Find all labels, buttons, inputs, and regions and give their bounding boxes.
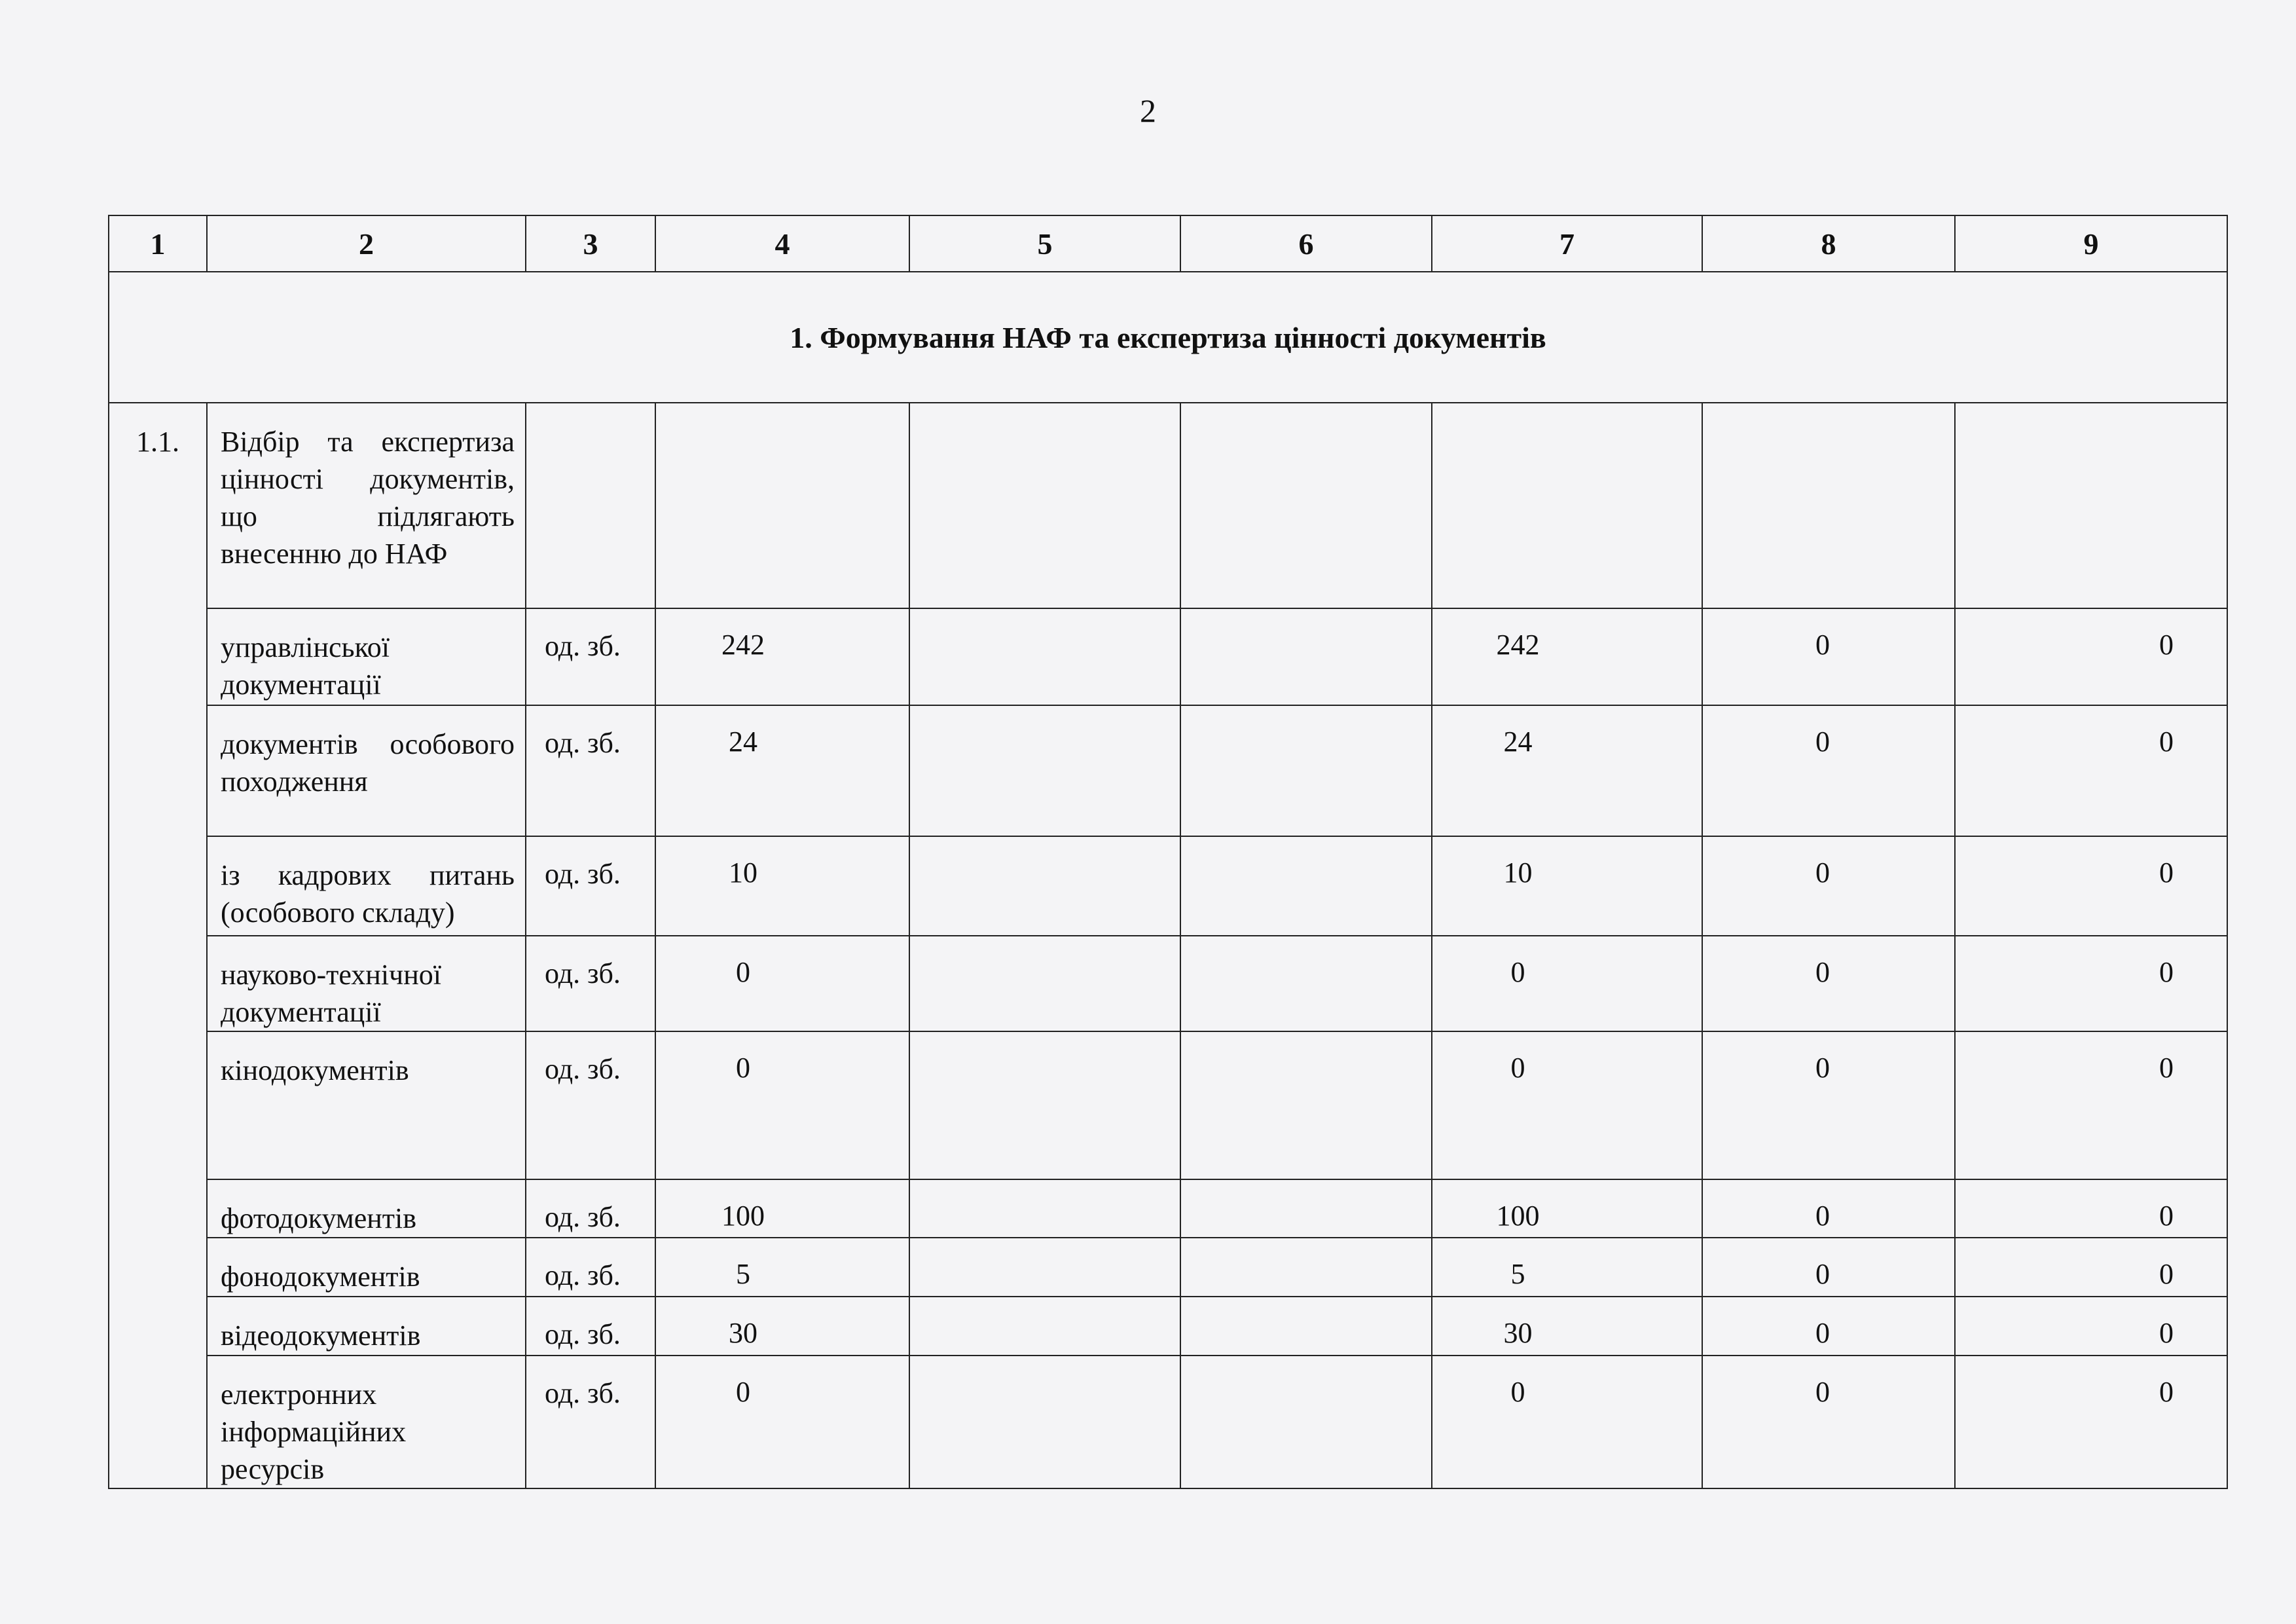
row-name: науково-технічної документації	[207, 936, 526, 1031]
row-col6-value	[1180, 1031, 1432, 1179]
column-header: 8	[1702, 215, 1955, 272]
column-header: 9	[1955, 215, 2227, 272]
row-name: фотодокументів	[207, 1179, 526, 1238]
row-unit: од. зб.	[526, 608, 655, 705]
row-name: електронних інформаційних ресурсів	[207, 1356, 526, 1488]
row-col9-value: 0	[1955, 1031, 2227, 1179]
row-col5-value	[909, 705, 1180, 836]
table-row	[109, 1238, 2227, 1297]
row-col4-value: 0	[655, 1031, 909, 1179]
item-title: Відбір та експертиза цінності документів, що підлягають внесенню до НАФ	[207, 403, 526, 608]
row-name: кінодокументів	[207, 1031, 526, 1179]
row-col6-value	[1180, 836, 1432, 936]
row-col4-value: 24	[655, 705, 909, 836]
row-col7-value: 10	[1432, 836, 1702, 936]
table-row	[109, 705, 2227, 836]
row-col8-value: 0	[1702, 705, 1955, 836]
row-col8-value: 0	[1702, 1356, 1955, 1488]
item-number: 1.1.	[109, 403, 207, 1488]
table-row	[109, 836, 2227, 936]
row-col7-value: 100	[1432, 1179, 1702, 1238]
row-col9-value: 0	[1955, 1297, 2227, 1356]
column-number-row	[109, 215, 2227, 272]
row-unit: од. зб.	[526, 705, 655, 836]
section-title: 1. Формування НАФ та експертиза цінності документів	[109, 272, 2227, 403]
row-col6-value	[1180, 608, 1432, 705]
row-col8-value: 0	[1702, 1297, 1955, 1356]
section-row	[109, 272, 2227, 403]
row-col4-value: 30	[655, 1297, 909, 1356]
row-col8-value: 0	[1702, 1031, 1955, 1179]
row-col4-value: 0	[655, 936, 909, 1031]
table-row	[109, 608, 2227, 705]
row-col9-value: 0	[1955, 608, 2227, 705]
item-row	[109, 403, 2227, 608]
row-col8-value: 0	[1702, 608, 1955, 705]
row-col6-value	[1180, 936, 1432, 1031]
row-col9-value: 0	[1955, 836, 2227, 936]
page-number: 2	[1140, 92, 1156, 129]
column-header: 6	[1180, 215, 1432, 272]
row-unit: од. зб.	[526, 1297, 655, 1356]
row-col9-value: 0	[1955, 936, 2227, 1031]
row-col7-value: 0	[1432, 1031, 1702, 1179]
row-col7-value: 0	[1432, 936, 1702, 1031]
row-col4-value: 10	[655, 836, 909, 936]
row-col4-value: 0	[655, 1356, 909, 1488]
row-unit: од. зб.	[526, 936, 655, 1031]
row-unit: од. зб.	[526, 836, 655, 936]
row-col6-value	[1180, 705, 1432, 836]
row-col5-value	[909, 1179, 1180, 1238]
row-name: відеодокументів	[207, 1297, 526, 1356]
table-row	[109, 1031, 2227, 1179]
row-col6-value	[1180, 1238, 1432, 1297]
row-col8-value: 0	[1702, 936, 1955, 1031]
row-name: фонодокументів	[207, 1238, 526, 1297]
row-col9-value: 0	[1955, 705, 2227, 836]
row-col7-value: 24	[1432, 705, 1702, 836]
row-unit: од. зб.	[526, 1179, 655, 1238]
row-name: із кадрових питань (особового складу)	[207, 836, 526, 936]
row-col6-value	[1180, 1179, 1432, 1238]
row-col5-value	[909, 1238, 1180, 1297]
table-row	[109, 1179, 2227, 1238]
row-col8-value: 0	[1702, 1179, 1955, 1238]
row-col5-value	[909, 936, 1180, 1031]
row-col6-value	[1180, 1356, 1432, 1488]
row-col4-value: 100	[655, 1179, 909, 1238]
column-header: 4	[655, 215, 909, 272]
column-header: 5	[909, 215, 1180, 272]
row-unit: од. зб.	[526, 1031, 655, 1179]
table-row	[109, 936, 2227, 1031]
row-col9-value: 0	[1955, 1356, 2227, 1488]
row-col7-value: 0	[1432, 1356, 1702, 1488]
row-col5-value	[909, 1356, 1180, 1488]
row-col4-value: 242	[655, 608, 909, 705]
row-col5-value	[909, 1297, 1180, 1356]
row-col7-value: 5	[1432, 1238, 1702, 1297]
row-col9-value: 0	[1955, 1238, 2227, 1297]
column-header: 1	[109, 215, 207, 272]
column-header: 7	[1432, 215, 1702, 272]
column-header: 2	[207, 215, 526, 272]
row-col5-value	[909, 836, 1180, 936]
column-header: 3	[526, 215, 655, 272]
row-col6-value	[1180, 1297, 1432, 1356]
row-col8-value: 0	[1702, 836, 1955, 936]
row-name: управлінської документації	[207, 608, 526, 705]
row-unit: од. зб.	[526, 1238, 655, 1297]
row-col5-value	[909, 608, 1180, 705]
report-table	[108, 215, 2228, 1489]
row-col4-value: 5	[655, 1238, 909, 1297]
row-col7-value: 30	[1432, 1297, 1702, 1356]
row-name: документів особового походження	[207, 705, 526, 836]
row-col9-value: 0	[1955, 1179, 2227, 1238]
table-row	[109, 1297, 2227, 1356]
row-col7-value: 242	[1432, 608, 1702, 705]
row-col5-value	[909, 1031, 1180, 1179]
table-row	[109, 1356, 2227, 1488]
row-col8-value: 0	[1702, 1238, 1955, 1297]
row-unit: од. зб.	[526, 1356, 655, 1488]
